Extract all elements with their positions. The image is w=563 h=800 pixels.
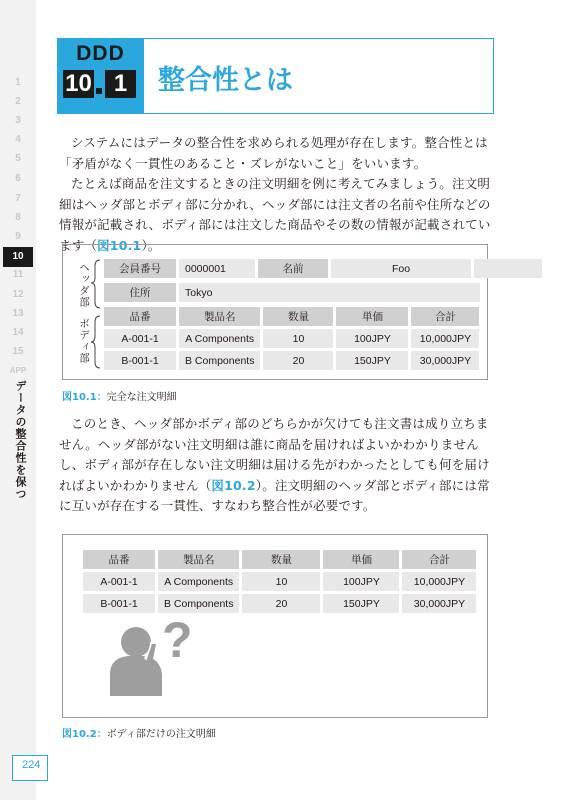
body-part-label: ボディ部 (78, 318, 90, 364)
chapter-tab-14: 14 (12, 327, 24, 338)
chapter-tab-4: 4 (15, 134, 21, 145)
table-cell: B Components (179, 351, 260, 370)
body-table (101, 304, 482, 373)
column-header: 品番 (104, 307, 176, 326)
figure-ref-10-1: 図10.1 (97, 237, 142, 253)
column-header: 合計 (402, 550, 476, 569)
figure-ref-10-2: 図10.2 (211, 477, 256, 493)
chapter-tab-3: 3 (15, 115, 21, 126)
table-cell: B-001-1 (104, 351, 176, 370)
column-header: 品番 (83, 550, 155, 569)
table-cell: 100JPY (323, 572, 399, 591)
chapter-tab-11: 11 (12, 269, 24, 280)
chapter-tab-5: 5 (15, 153, 21, 164)
table-cell: 30,000JPY (402, 594, 476, 613)
table-cell: 会員番号 (104, 259, 176, 278)
chapter-tab-9: 9 (15, 231, 21, 242)
table-cell: 10 (242, 572, 320, 591)
section-number: 1 (105, 70, 136, 98)
badge-dot (96, 88, 102, 94)
page-number: 224 (22, 759, 41, 771)
table-cell: B-001-1 (83, 594, 155, 613)
chapter-tab-8: 8 (15, 212, 21, 223)
table-cell: 住所 (104, 283, 176, 302)
table-cell: Tokyo (179, 283, 480, 302)
table-row (83, 572, 476, 591)
table-cell: 30,000JPY (411, 351, 479, 370)
table-cell: 20 (242, 594, 320, 613)
chapter-tab-13: 13 (12, 308, 24, 319)
chapter-tab-2: 2 (15, 96, 21, 107)
chapter-tab-10: 10 (3, 247, 33, 267)
table-cell (474, 259, 542, 278)
table-cell: 0000001 (179, 259, 255, 278)
paragraph-3-text: このとき、ヘッダ部かボディ部のどちらかが欠けても注文書は成り立ちません。ヘッダ部がない注文明細は誰に商品を届ければよいかわかりませんし、ボディ部が存在しない注文明細は届ける先がわかったとしても何を届ければよいかわかりません（ (59, 416, 490, 493)
table-cell: A-001-1 (83, 572, 155, 591)
table-cell: 10,000JPY (411, 329, 479, 348)
column-header: 数量 (263, 307, 333, 326)
table-cell: 10,000JPY (402, 572, 476, 591)
table-cell: 10 (263, 329, 333, 348)
table-cell: B Components (158, 594, 239, 613)
table-cell: 20 (263, 351, 333, 370)
paragraph-2-end: ）。 (141, 237, 161, 253)
caption-text: 完全な注文明細 (106, 392, 177, 403)
caption-text: ボディ部だけの注文明細 (106, 729, 216, 740)
paragraph-1: システムにはデータの整合性を求められる処理が存在します。整合性とは「矛盾がなく一貫性のあること・ズレがないこと」をいいます。 (59, 135, 488, 171)
table-cell: 150JPY (336, 351, 408, 370)
table-row (104, 329, 479, 348)
header-table (101, 256, 545, 281)
table-cell: 名前 (258, 259, 328, 278)
chapter-tab-1: 1 (15, 77, 21, 88)
paragraph-3-end: ）。注文明細のヘッダ部とボディ部には常に互いが存在する一貫性、すなわち整合性が必要です。 (59, 477, 490, 513)
table-row (104, 351, 479, 370)
table-row (104, 259, 542, 278)
table-row (83, 594, 476, 613)
chapter-tab-6: 6 (15, 173, 21, 184)
column-header: 単価 (336, 307, 408, 326)
column-header: 数量 (242, 550, 320, 569)
table-cell: A Components (179, 329, 260, 348)
table-cell: A-001-1 (104, 329, 176, 348)
table-row (104, 283, 480, 302)
badge-label: DDD (76, 42, 125, 65)
table-cell: 100JPY (336, 329, 408, 348)
table-cell: 150JPY (323, 594, 399, 613)
question-mark: ? (162, 612, 193, 668)
chapter-tab-7: 7 (15, 193, 21, 204)
table-cell: Foo (331, 259, 471, 278)
table-header-row (104, 307, 479, 326)
paragraph-2-text: たとえば商品を注文するときの注文明細を例に考えてみましょう。注文明細はヘッダ部とボディ部に分かれ、ヘッダ部には注文者の名前や住所などの情報が記載され、ボディ部には注文した商品やその数の情報が記載されています（ (59, 176, 491, 253)
figure-10-2-caption (62, 725, 216, 740)
header-part-label: ヘッダ部 (78, 262, 90, 308)
paragraph-3 (59, 414, 491, 517)
column-header: 単価 (323, 550, 399, 569)
column-header: 製品名 (158, 550, 239, 569)
column-header: 合計 (411, 307, 479, 326)
figure-10-1-caption (62, 388, 177, 403)
table-header-row (83, 550, 476, 569)
table-cell: A Components (158, 572, 239, 591)
chapter-tab-app: APP (9, 366, 27, 375)
chapter-tab-12: 12 (12, 289, 24, 300)
sidebar-chapter-title: データの整合性を保つ (14, 380, 27, 500)
chapter-number: 10 (63, 70, 94, 98)
chapter-tab-15: 15 (12, 346, 24, 357)
address-table (101, 280, 483, 305)
section-title: 整合性とは (158, 65, 293, 96)
column-header: 製品名 (179, 307, 260, 326)
caption-number: 図10.1： (62, 392, 107, 403)
body-only-table (80, 547, 479, 616)
caption-number: 図10.2： (62, 729, 107, 740)
